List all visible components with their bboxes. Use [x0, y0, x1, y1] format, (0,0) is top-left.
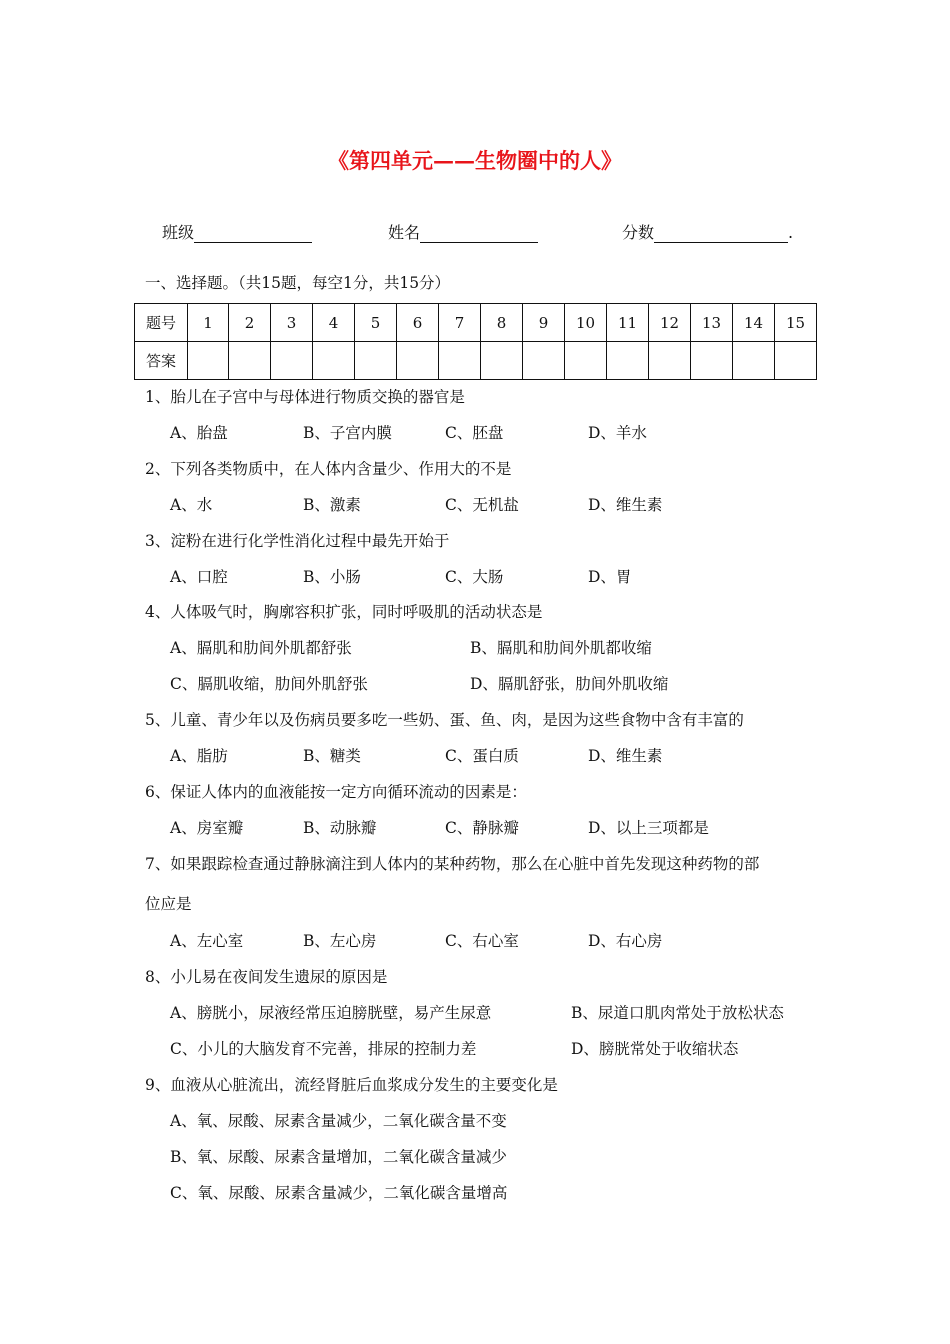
answer-cell[interactable] [649, 342, 691, 380]
answer-cell[interactable] [355, 342, 397, 380]
question-1: 1、胎儿在子宫中与母体进行物质交换的器官是 [145, 388, 465, 406]
q2-option-c[interactable]: C、无机盐 [445, 496, 519, 514]
question-9: 9、血液从心脏流出，流经肾脏后血浆成分发生的主要变化是 [145, 1076, 558, 1094]
q2-option-b[interactable]: B、激素 [303, 496, 361, 514]
question-number-cell: 8 [481, 304, 523, 342]
class-field [162, 220, 312, 243]
q3-option-a[interactable]: A、口腔 [170, 568, 228, 586]
question-2: 2、下列各类物质中，在人体内含量少、作用大的不是 [145, 460, 512, 478]
q4-option-a[interactable]: A、膈肌和肋间外肌都舒张 [170, 639, 352, 657]
answer-table [134, 303, 817, 380]
section-heading: 一、选择题。（共15题，每空1分，共15分） [145, 274, 451, 292]
q7-option-b[interactable]: B、左心房 [303, 932, 377, 950]
q4-option-d[interactable]: D、膈肌舒张，肋间外肌收缩 [470, 675, 669, 693]
question-number-cell: 2 [229, 304, 271, 342]
table-row [135, 342, 817, 380]
class-blank[interactable] [194, 226, 312, 243]
q4-option-c[interactable]: C、膈肌收缩，肋间外肌舒张 [170, 675, 368, 693]
question-number-cell: 3 [271, 304, 313, 342]
question-number-cell: 6 [397, 304, 439, 342]
page-title: 《第四单元——生物圈中的人》 [328, 148, 622, 173]
q9-option-a[interactable]: A、氧、尿酸、尿素含量减少，二氧化碳含量不变 [170, 1112, 507, 1130]
q8-option-a[interactable]: A、膀胱小，尿液经常压迫膀胱壁，易产生尿意 [170, 1004, 492, 1022]
q7-option-d[interactable]: D、右心房 [588, 932, 663, 950]
q1-option-c[interactable]: C、胚盘 [445, 424, 504, 442]
answer-cell[interactable] [439, 342, 481, 380]
question-number-cell: 7 [439, 304, 481, 342]
q5-option-b[interactable]: B、糖类 [303, 747, 361, 765]
question-number-cell: 13 [691, 304, 733, 342]
name-label: 姓名 [388, 223, 421, 242]
question-7: 7、如果跟踪检查通过静脉滴注到人体内的某种药物，那么在心脏中首先发现这种药物的部 [145, 855, 760, 873]
q1-option-a[interactable]: A、胎盘 [170, 424, 228, 442]
answer-cell[interactable] [565, 342, 607, 380]
question-number-cell: 11 [607, 304, 649, 342]
name-field [388, 220, 538, 243]
question-number-cell: 1 [188, 304, 229, 342]
question-3: 3、淀粉在进行化学性消化过程中最先开始于 [145, 532, 450, 550]
question-7-continued: 位应是 [145, 895, 192, 913]
q7-option-a[interactable]: A、左心室 [170, 932, 244, 950]
name-blank[interactable] [420, 226, 538, 243]
answer-cell[interactable] [313, 342, 355, 380]
q6-option-b[interactable]: B、动脉瓣 [303, 819, 377, 837]
question-number-cell: 5 [355, 304, 397, 342]
q8-option-c[interactable]: C、小儿的大脑发育不完善，排尿的控制力差 [170, 1040, 477, 1058]
answer-cell[interactable] [271, 342, 313, 380]
answer-cell[interactable] [188, 342, 229, 380]
question-number-cell: 4 [313, 304, 355, 342]
question-4: 4、人体吸气时，胸廓容积扩张，同时呼吸肌的活动状态是 [145, 603, 543, 621]
question-number-cell: 10 [565, 304, 607, 342]
q5-option-d[interactable]: D、维生素 [588, 747, 663, 765]
q6-option-c[interactable]: C、静脉瓣 [445, 819, 519, 837]
question-number-cell: 14 [733, 304, 775, 342]
q2-option-a[interactable]: A、水 [170, 496, 213, 514]
q5-option-a[interactable]: A、脂肪 [170, 747, 228, 765]
answer-cell[interactable] [691, 342, 733, 380]
q6-option-d[interactable]: D、以上三项都是 [588, 819, 709, 837]
q4-option-b[interactable]: B、膈肌和肋间外肌都收缩 [470, 639, 652, 657]
row-label-answer: 答案 [135, 342, 188, 380]
q1-option-b[interactable]: B、子宫内膜 [303, 424, 392, 442]
answer-cell[interactable] [733, 342, 775, 380]
question-5: 5、儿童、青少年以及伤病员要多吃一些奶、蛋、鱼、肉，是因为这些食物中含有丰富的 [145, 711, 744, 729]
table-row [135, 304, 817, 342]
question-number-cell: 12 [649, 304, 691, 342]
q7-option-c[interactable]: C、右心室 [445, 932, 519, 950]
q9-option-b[interactable]: B、氧、尿酸、尿素含量增加，二氧化碳含量减少 [170, 1148, 507, 1166]
row-label-number: 题号 [135, 304, 188, 342]
q8-option-d[interactable]: D、膀胱常处于收缩状态 [571, 1040, 739, 1058]
class-label: 班级 [162, 223, 195, 242]
answer-cell[interactable] [397, 342, 439, 380]
question-6: 6、保证人体内的血液能按一定方向循环流动的因素是： [145, 783, 527, 801]
score-label: 分数 [622, 223, 655, 242]
q3-option-b[interactable]: B、小肠 [303, 568, 361, 586]
q1-option-d[interactable]: D、羊水 [588, 424, 647, 442]
q6-option-a[interactable]: A、房室瓣 [170, 819, 244, 837]
question-8: 8、小儿易在夜间发生遗尿的原因是 [145, 968, 388, 986]
answer-cell[interactable] [481, 342, 523, 380]
answer-cell[interactable] [523, 342, 565, 380]
answer-cell[interactable] [607, 342, 649, 380]
question-number-cell: 15 [775, 304, 817, 342]
answer-cell[interactable] [229, 342, 271, 380]
score-end: . [788, 223, 794, 242]
q3-option-d[interactable]: D、胃 [588, 568, 632, 586]
q5-option-c[interactable]: C、蛋白质 [445, 747, 519, 765]
q3-option-c[interactable]: C、大肠 [445, 568, 504, 586]
q2-option-d[interactable]: D、维生素 [588, 496, 663, 514]
q9-option-c[interactable]: C、氧、尿酸、尿素含量减少，二氧化碳含量增高 [170, 1184, 508, 1202]
answer-cell[interactable] [775, 342, 817, 380]
q8-option-b[interactable]: B、尿道口肌肉常处于放松状态 [571, 1004, 784, 1022]
question-number-cell: 9 [523, 304, 565, 342]
score-field [622, 220, 793, 243]
score-blank[interactable] [654, 226, 788, 243]
